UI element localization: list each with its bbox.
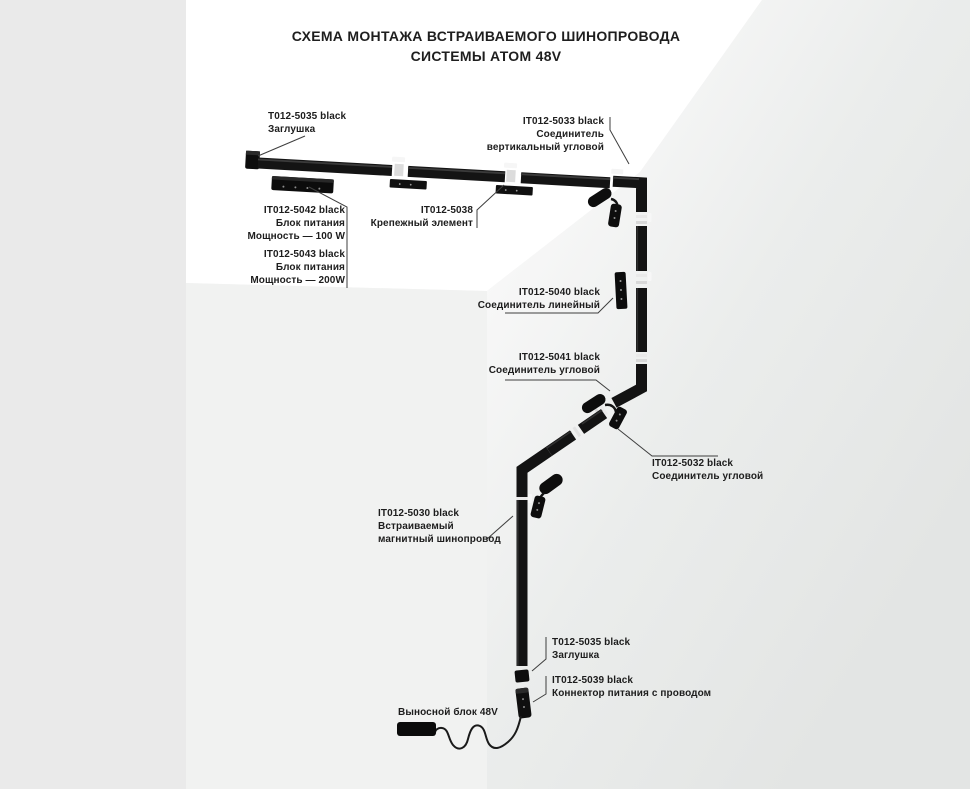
linear-connector: [615, 272, 628, 310]
callout-psu-100: IT012-5042 black Блок питания Мощность — 100 W: [247, 205, 345, 242]
joint-clip: [648, 213, 652, 222]
callout-track: IT012-5030 black Встраиваемый магнитный шинопровод: [378, 508, 501, 545]
joint-clip: [636, 354, 647, 357]
callout-linear-connector: IT012-5040 black Соединитель линейный: [477, 287, 600, 311]
page-title-line2: СИСТЕМЫ АТОМ 48V: [410, 48, 562, 64]
joint-clip: [648, 272, 652, 281]
joint-clip: [636, 215, 647, 218]
joint-clip: [636, 221, 647, 224]
callout-cap-bottom: T012-5035 black Заглушка: [552, 637, 631, 661]
joint-clip: [636, 274, 647, 277]
page-title: [186, 26, 786, 66]
callout-corner-5041: IT012-5041 black Соединитель угловой: [488, 352, 600, 376]
remote-power-block: [397, 722, 436, 736]
page-title-line1: СХЕМА МОНТАЖА ВСТРАИВАЕМОГО ШИНОПРОВОДА: [291, 28, 681, 44]
callout-power-connector: IT012-5039 black Коннектор питания с проводом: [552, 675, 712, 699]
joint-clip: [528, 494, 532, 503]
callout-corner-vertical: IT012-5033 black Соединитель вертикальный угловой: [486, 116, 604, 153]
end-cap-top: [245, 151, 260, 170]
joint-clip: [636, 359, 647, 362]
callout-cap-top: T012-5035 black Заглушка: [268, 111, 347, 135]
callout-mount: IT012-5038 Крепежный элемент: [370, 205, 473, 229]
joint-clip: [636, 281, 647, 284]
joint-clip: [517, 497, 528, 500]
callout-corner-5032: IT012-5032 black Соединитель угловой: [652, 458, 764, 482]
callout-remote-psu: Выносной блок 48V: [398, 707, 498, 718]
callout-psu-200: IT012-5043 black Блок питания Мощность — 200W: [250, 249, 345, 286]
end-cap-bottom: [514, 669, 529, 682]
